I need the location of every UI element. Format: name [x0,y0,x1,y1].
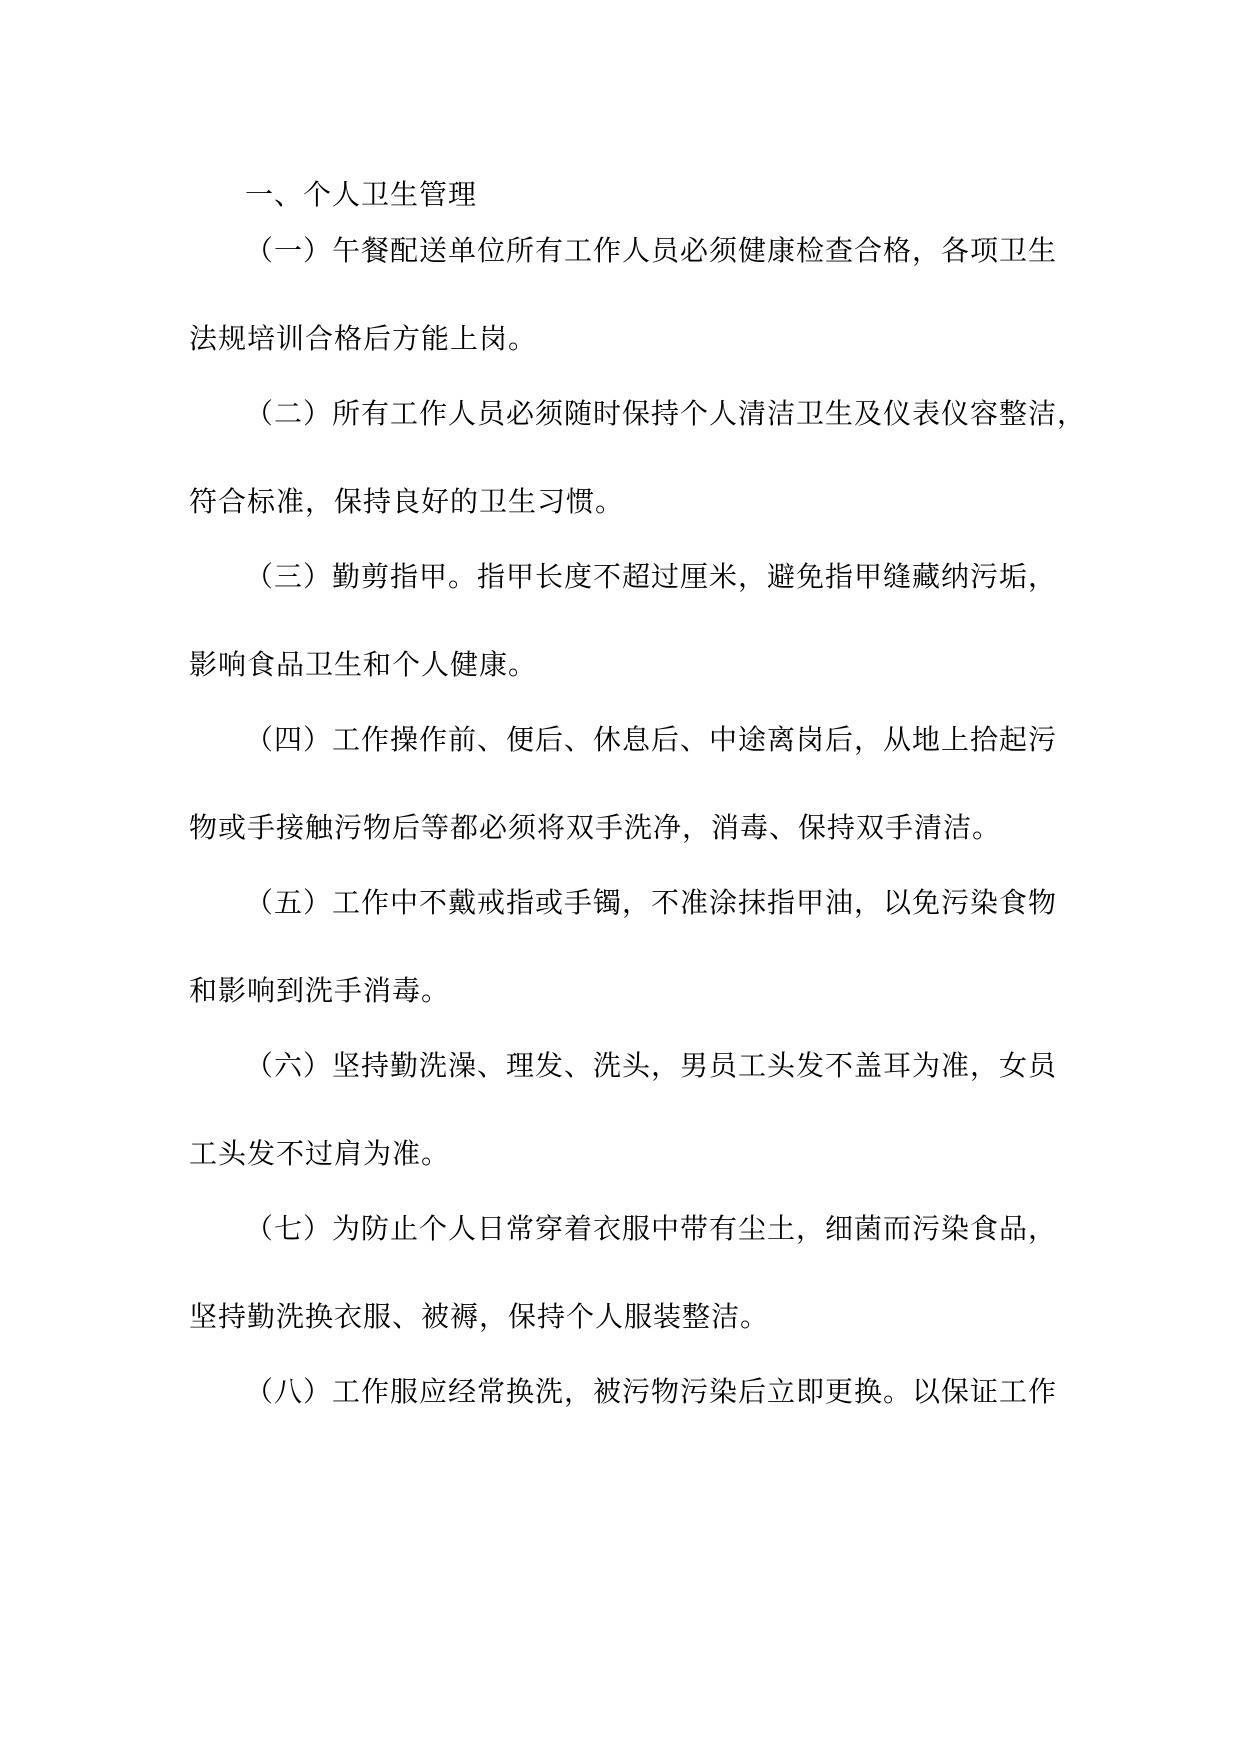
paragraph-3-line-1: （三）勤剪指甲。指甲长度不超过厘米，避免指甲缝藏纳污垢， [245,560,1058,593]
paragraph-1-line-1: （一）午餐配送单位所有工作人员必须健康检查合格，各项卫生 [245,234,1058,267]
paragraph-2-line-1: （二）所有工作人员必须随时保持个人清洁卫生及仪表仪容整洁， [245,397,1087,430]
paragraph-2-line-2: 符合标准，保持良好的卫生习惯。 [189,485,625,518]
paragraph-4-line-2: 物或手接触污物后等都必须将双手洗净，消毒、保持双手清洁。 [189,811,1002,844]
paragraph-6-line-2: 工头发不过肩为准。 [189,1137,451,1170]
paragraph-3-line-2: 影响食品卫生和个人健康。 [189,648,538,681]
paragraph-7-line-2: 坚持勤洗换衣服、被褥，保持个人服装整洁。 [189,1300,770,1333]
paragraph-4-line-1: （四）工作操作前、便后、休息后、中途离岗后，从地上拾起污 [245,723,1058,756]
paragraph-1-line-2: 法规培训合格后方能上岗。 [189,322,538,355]
paragraph-5-line-1: （五）工作中不戴戒指或手镯，不准涂抹指甲油，以免污染食物 [245,886,1058,919]
paragraph-7-line-1: （七）为防止个人日常穿着衣服中带有尘土，细菌而污染食品， [245,1212,1058,1245]
paragraph-6-line-1: （六）坚持勤洗澡、理发、洗头，男员工头发不盖耳为准，女员 [245,1049,1058,1082]
paragraph-5-line-2: 和影响到洗手消毒。 [189,974,451,1007]
section-heading: 一、个人卫生管理 [245,178,478,211]
paragraph-8-line-1: （八）工作服应经常换洗，被污物污染后立即更换。以保证工作 [245,1375,1058,1408]
